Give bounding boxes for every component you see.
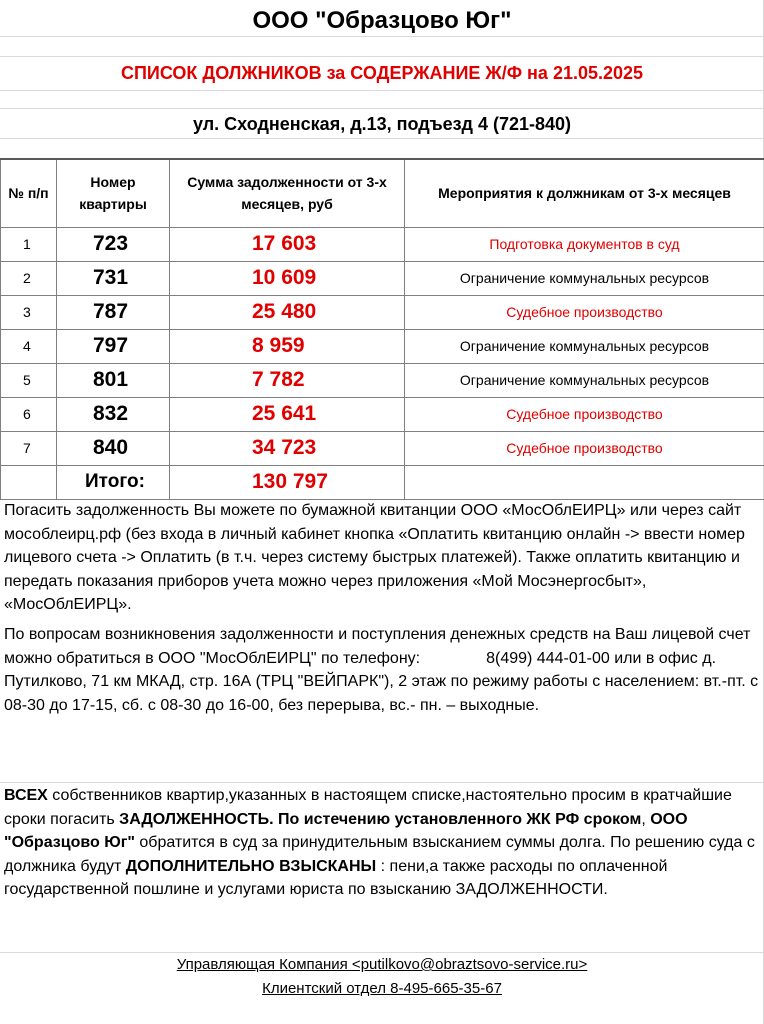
notice-comma: ,	[641, 810, 651, 828]
contact-info	[4, 623, 760, 717]
debtor-action: Судебное производство	[405, 397, 764, 431]
grid-line	[0, 56, 764, 57]
table-row	[1, 397, 764, 431]
notice-text-1: собственников квартир,указанных в настоящем списке,настоятельно просим в кратчайшие сроки погасить	[4, 787, 732, 828]
notice-additional: ДОПОЛНИТЕЛЬНО ВЗЫСКАНЫ	[125, 857, 377, 875]
apartment-number: 787	[57, 295, 170, 329]
debt-amount: 10 609	[170, 261, 405, 295]
page-title: СПИСОК ДОЛЖНИКОВ за СОДЕРЖАНИЕ Ж/Ф на 21.05.2025	[120, 63, 644, 83]
grid-line	[0, 782, 764, 783]
debtor-action: Судебное производство	[405, 431, 764, 465]
notice-text-2: обратится в суд за принудительным взысканием суммы долга. По решению суда с должника будут	[4, 834, 755, 875]
grid-line	[0, 108, 764, 109]
address: ул. Сходненская, д.13, подъезд 4 (721-840)	[192, 114, 572, 134]
apartment-number: 731	[57, 261, 170, 295]
row-number: 1	[1, 227, 57, 261]
apartment-number: 801	[57, 363, 170, 397]
payment-info: Погасить задолженность Вы можете по бумажной квитанции ООО «МосОблЕИРЦ» или через сайт мособлеирц.рф (без входа в личный кабинет кнопка «Оплатить квитанцию онлайн -> ввести номер лицевого счета -> Оплатить (в т.ч. через систему быстрых платежей). Также оплатить квитанцию и передать показания приборов учета можно через приложения «Мой Мосэнергосбыт», «МосОблЕИРЦ».	[4, 502, 745, 614]
row-number: 7	[1, 431, 57, 465]
debt-amount: 17 603	[170, 227, 405, 261]
contact-office: или в офис д. Путилково, 71 км МКАД, стр. 16А (ТРЦ "ВЕЙПАРК"), 2 этаж по режиму работы с населением: вт.-пт. с 08-30 до 17-15, сб. с 08-30 до 16-00, без перерыва, вс.- пн. – выходные.	[4, 649, 759, 714]
notice-all: ВСЕХ	[4, 787, 48, 804]
grid-line	[0, 90, 764, 91]
row-number: 4	[1, 329, 57, 363]
table-row	[1, 227, 764, 261]
notice-text-3: : пени,а также расходы по оплаченной государственной пошлине и услугами юриста по взысканию ЗАДОЛЖЕННОСТИ.	[4, 857, 668, 899]
column-header-number: № п/п	[1, 159, 57, 227]
client-department-phone[interactable]: Клиентский отдел 8-495-665-35-67	[262, 980, 502, 997]
total-row	[1, 465, 764, 499]
row-number: 2	[1, 261, 57, 295]
notice-deadline: По истечению установленного ЖК РФ сроком	[273, 810, 642, 828]
grid-line	[0, 952, 764, 953]
debt-amount: 8 959	[170, 329, 405, 363]
total-value: 130 797	[170, 465, 405, 499]
debtors-table	[0, 158, 764, 500]
debtor-action: Подготовка документов в суд	[405, 227, 764, 261]
notice-debt: ЗАДОЛЖЕННОСТЬ.	[119, 810, 274, 828]
debt-amount: 25 641	[170, 397, 405, 431]
debt-amount: 7 782	[170, 363, 405, 397]
row-number: 3	[1, 295, 57, 329]
table-row	[1, 363, 764, 397]
total-label: Итого:	[57, 465, 170, 499]
table-row	[1, 329, 764, 363]
row-number: 5	[1, 363, 57, 397]
debt-amount: 25 480	[170, 295, 405, 329]
table-row	[1, 431, 764, 465]
row-number: 6	[1, 397, 57, 431]
debtor-action: Судебное производство	[405, 295, 764, 329]
column-header-debt: Сумма задолженности от 3-х месяцев, руб	[170, 159, 405, 227]
debtor-action: Ограничение коммунальных ресурсов	[405, 363, 764, 397]
apartment-number: 832	[57, 397, 170, 431]
column-header-actions: Мероприятия к должникам от 3-х месяцев	[405, 159, 764, 227]
debt-amount: 34 723	[170, 431, 405, 465]
company-name: ООО "Образцово Юг"	[252, 7, 512, 34]
table-row	[1, 261, 764, 295]
total-blank-cell	[405, 465, 764, 499]
grid-line	[0, 138, 764, 139]
column-header-apartment: Номер квартиры	[57, 159, 170, 227]
debtor-action: Ограничение коммунальных ресурсов	[405, 261, 764, 295]
management-company-link[interactable]: Управляющая Компания <putilkovo@obraztsovo-service.ru>	[176, 956, 588, 973]
table-row	[1, 295, 764, 329]
table-header-row	[1, 159, 764, 227]
total-blank-cell	[1, 465, 57, 499]
apartment-number: 723	[57, 227, 170, 261]
contact-phone: 8(499) 444-01-00	[486, 649, 610, 667]
contact-text: По вопросам возникновения задолженности и поступления денежных средств на Ваш лицевой счет можно обратиться в ООО "МосОблЕИРЦ" по телефону:	[4, 626, 751, 667]
grid-line	[0, 36, 764, 37]
debtor-action: Ограничение коммунальных ресурсов	[405, 329, 764, 363]
notice	[4, 784, 760, 902]
notice-company: ООО "Образцово Юг"	[4, 810, 688, 852]
apartment-number: 840	[57, 431, 170, 465]
apartment-number: 797	[57, 329, 170, 363]
